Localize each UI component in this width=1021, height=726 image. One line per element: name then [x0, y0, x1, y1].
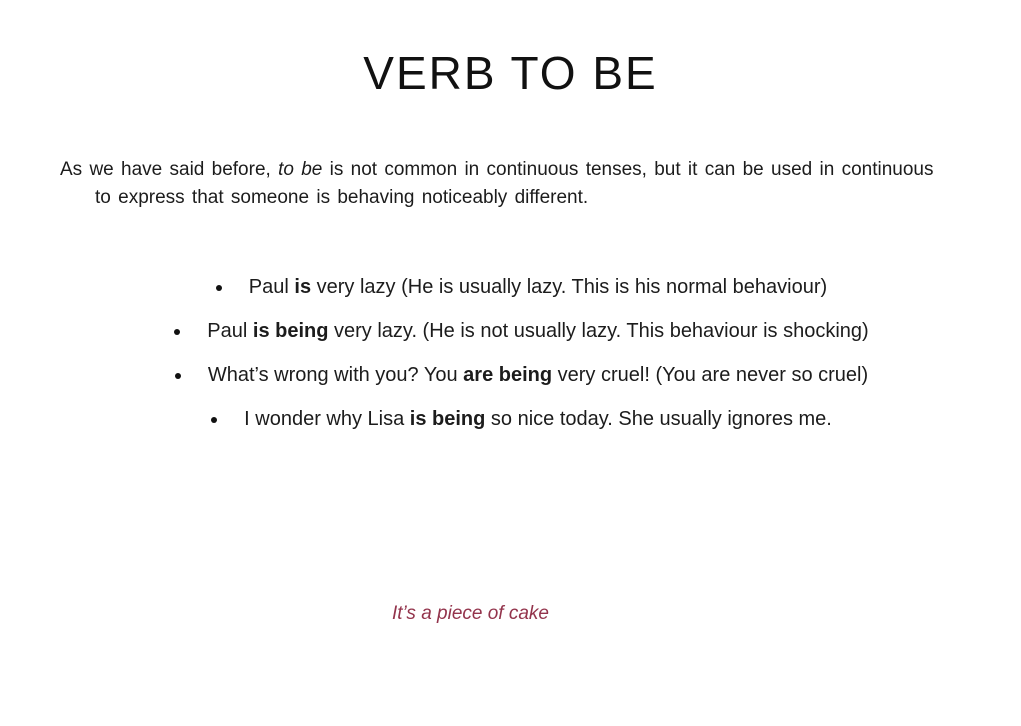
example-sentence — [208, 364, 868, 387]
intro-text-continue: is not common in continuous tenses, but it can be used in continuous — [322, 159, 934, 180]
example-sentence — [249, 276, 827, 299]
example-list — [0, 276, 1021, 431]
list-item — [22, 364, 1021, 387]
sentence-pre: Paul — [248, 276, 295, 298]
footer-note: It’s a piece of cake — [391, 603, 550, 624]
intro-italic-phrase: to be — [278, 159, 323, 180]
sentence-bold: is being — [252, 320, 329, 342]
sentence-pre: What’s wrong with you? You — [207, 364, 464, 386]
sentence-bold: is being — [409, 408, 486, 430]
sentence-bold: is — [294, 276, 312, 298]
example-sentence — [207, 320, 868, 343]
bullet-dot-icon — [211, 417, 217, 423]
intro-paragraph — [60, 156, 1001, 212]
slide — [0, 46, 1021, 726]
list-item — [22, 320, 1021, 343]
sentence-post: very lazy (He is usually lazy. This is his normal behaviour) — [311, 276, 828, 298]
sentence-post: very lazy. (He is not usually lazy. This behaviour is shocking) — [328, 320, 869, 342]
list-item — [22, 408, 1021, 431]
sentence-pre: Paul — [207, 320, 253, 342]
sentence-post: very cruel! (You are never so cruel) — [552, 364, 869, 386]
intro-text-start: As we have said before, — [60, 159, 279, 180]
sentence-pre: I wonder why Lisa — [244, 408, 410, 430]
bullet-dot-icon — [216, 285, 222, 291]
intro-text-line2: to express that someone is behaving noticeably different. — [95, 187, 589, 208]
bullet-dot-icon — [175, 373, 181, 379]
sentence-bold: are being — [463, 364, 553, 386]
sentence-post: so nice today. She usually ignores me. — [485, 408, 832, 430]
bullet-dot-icon — [174, 329, 180, 335]
example-sentence — [244, 408, 832, 431]
list-item — [22, 276, 1021, 299]
page-title: VERB TO BE — [363, 47, 658, 99]
